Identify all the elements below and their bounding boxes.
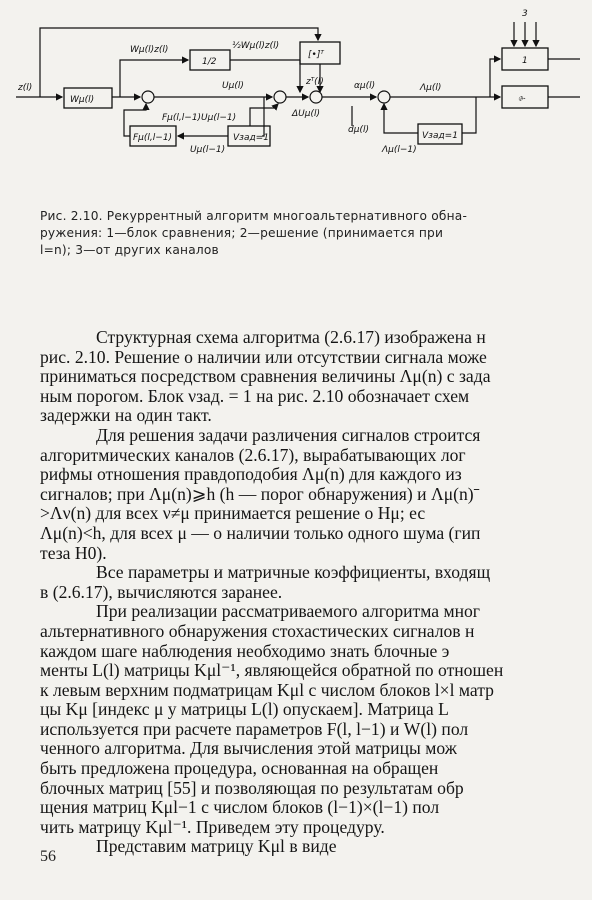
decision-block-label: ⌱ — [518, 94, 526, 104]
caption-line: Рис. 2.10. Рекуррентный алгоритм многоальтернативного обна- — [40, 209, 468, 223]
text-line: блочных матриц [55] и позволяющая по результатам обр — [40, 777, 464, 798]
text-line: рифмы отношения правдоподобия Λμ(n) для каждого из — [40, 464, 462, 485]
text-line: При реализации рассматриваемого алгоритма мног — [96, 601, 481, 622]
text-line: Λμ(n)<h, для всех μ — о наличии только одного шума (гип — [40, 522, 481, 543]
page-number: 56 — [40, 848, 56, 865]
text-line: используется при расчете параметров F(l, l−1) и W(l) пол — [40, 718, 469, 739]
text-line: задержки на один такт. — [40, 405, 212, 426]
text-line: альтернативного обнаружения стохастических сигналов н — [40, 620, 475, 641]
delay-block-u-label: Vзад=1 — [233, 133, 269, 143]
text-line: Все параметры и матричные коэффициенты, входящ — [96, 562, 491, 583]
caption-line: ружения: 1—блок сравнения; 2—решение (принимается при — [40, 226, 444, 240]
multiplier — [310, 91, 322, 103]
text-line: приниматься посредством сравнения величины Λμ(n) с зада — [40, 366, 491, 387]
text-line: Для решения задачи различения сигналов строится — [96, 424, 481, 445]
label-half-wz: ½Wμ(l)z(l) — [232, 41, 280, 51]
label-wz: Wμ(l)z(l) — [130, 45, 169, 55]
inverse-block-label: [•]ᵀ — [308, 50, 324, 60]
label-fu: Fμ(l,l−1)Uμ(l−1) — [162, 113, 237, 123]
label-lambda-prev: Λμ(l−1) — [382, 145, 417, 155]
text-line: чить матрицу Kμl⁻¹. Приведем эту процедуру. — [40, 816, 385, 837]
text-line: ным порогом. Блок νзад. = 1 на рис. 2.10 обозначает схем — [40, 385, 470, 406]
label-d: dμ(l) — [348, 125, 369, 135]
label-input: z(l) — [18, 83, 33, 93]
body-text — [40, 328, 592, 857]
block-diagram — [0, 0, 592, 200]
compare-block-label: 1 — [522, 56, 528, 66]
text-line: каждом шаге наблюдения необходимо знать блочные э — [40, 640, 450, 661]
text-line: Представим матрицу Kμl в виде — [96, 836, 337, 857]
label-alpha: αμ(l) — [354, 81, 376, 91]
text-line: щения матриц Kμl−1 с числом блоков (l−1)×(l−1) пол — [40, 797, 440, 818]
text-line: менты L(l) матрицы Kμl⁻¹, являющейся обратной по отношен — [40, 660, 504, 681]
text-line: быть предложена процедура, основанная на обращен — [40, 758, 439, 779]
text-line: к левым верхним подматрицам Kμl с числом блоков l×l матр — [40, 679, 494, 700]
text-line: рис. 2.10. Решение о наличии или отсутствии сигнала може — [40, 346, 487, 367]
text-line: алгоритмических каналов (2.6.17), вырабатывающих лог — [40, 444, 466, 465]
summer-2 — [274, 91, 286, 103]
feedback-block-label: Fμ(l,l−1) — [133, 133, 173, 143]
half-block-label: 1/2 — [202, 57, 217, 67]
text-line: Структурная схема алгоритма (2.6.17) изображена н — [96, 328, 486, 347]
label-lambda: Λμ(l) — [420, 83, 442, 93]
text-line: ченного алгоритма. Для вычисления этой матрицы мож — [40, 738, 457, 759]
text-line: >Λν(n) для всех ν≠μ принимается решение о Hμ; ес — [40, 503, 426, 524]
text-line: теза H0). — [40, 542, 107, 563]
summer-3 — [378, 91, 390, 103]
filter-block-label: Wμ(l) — [70, 95, 95, 105]
label-other-channels: 3 — [522, 9, 528, 19]
caption-line: l=n); 3—от других каналов — [40, 243, 219, 257]
label-u: Uμ(l) — [222, 81, 244, 91]
text-line: цы Kμ [индекс μ у матрицы L(l) опускаем]. Матрица L — [40, 699, 449, 720]
delay-block-lambda-label: Vзад=1 — [422, 131, 458, 141]
figure-caption — [40, 208, 560, 259]
label-du: ΔUμ(l) — [292, 109, 320, 119]
text-line: сигналов; при Λμ(n)⩾h (h — порог обнаружения) и Λμ(n)ˉ — [40, 483, 480, 504]
label-u-prev: Uμ(l−1) — [190, 145, 226, 155]
summer-1 — [142, 91, 154, 103]
text-line: в (2.6.17), вычисляются заранее. — [40, 581, 283, 602]
label-zt: zᵀ(l) — [306, 77, 324, 87]
